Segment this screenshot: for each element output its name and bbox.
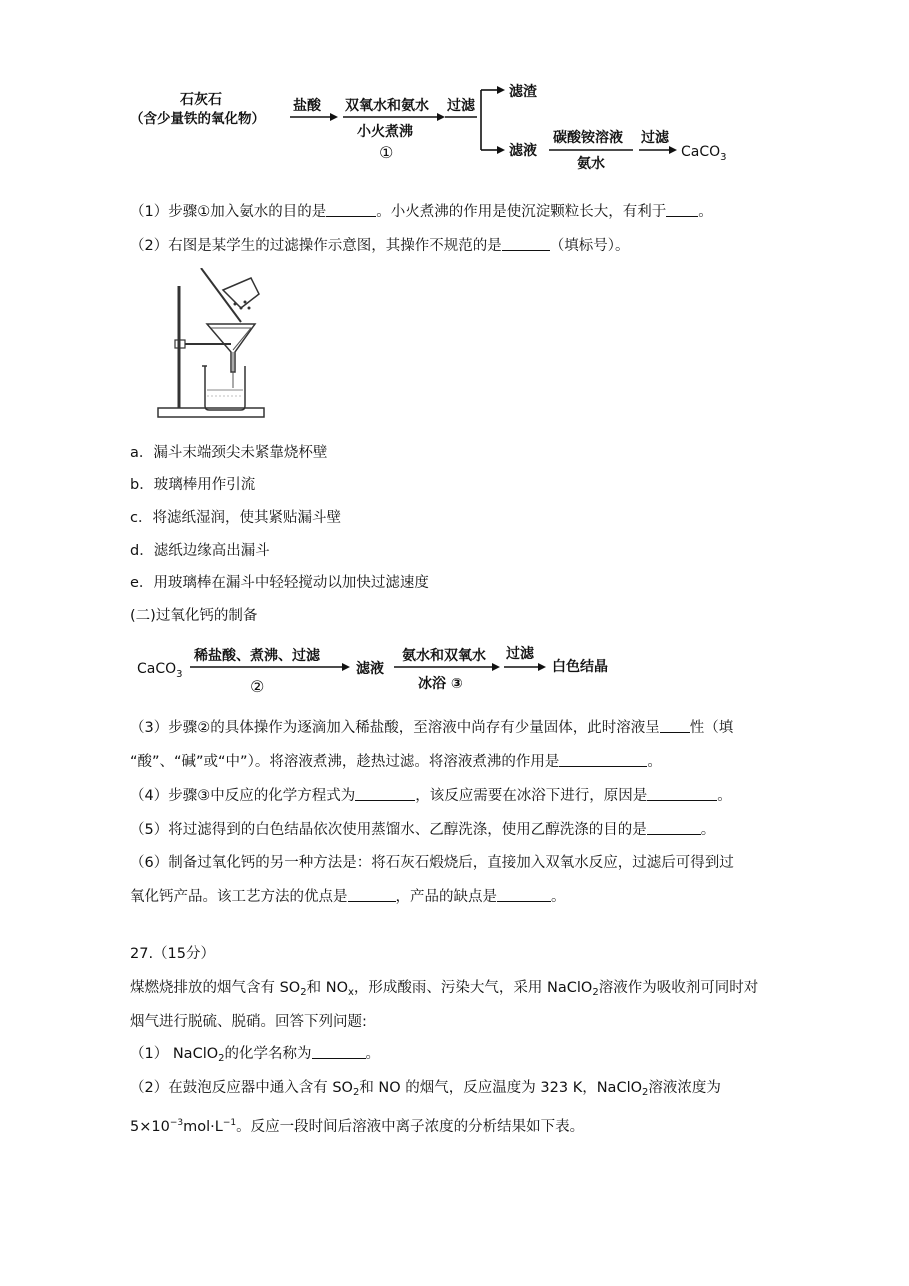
beaker <box>205 366 245 410</box>
flow1-start-line1: 石灰石 <box>180 92 222 108</box>
flow1-out-bottom: 滤液 <box>509 143 537 159</box>
flow1-step-b-num: ① <box>379 143 394 162</box>
flow1-out-top: 滤渣 <box>509 84 537 100</box>
section-2-title: (二)过氧化钙的制备 <box>130 608 258 624</box>
q4-blank-1[interactable] <box>355 786 415 801</box>
flow2-step-c: 过滤 <box>506 646 534 662</box>
question-6-line1: （6）制备过氧化钙的另一种方法是：将石灰石煅烧后，直接加入双氧水反应，过滤后可得到过 <box>130 855 734 871</box>
flow2-start: CaCO$_3$ <box>137 661 183 680</box>
question-27-sub1: （1） NaClO$_2$的化学名称为 。 <box>130 1046 381 1064</box>
question-27-header: 27.（15分） <box>130 946 216 962</box>
question-6-line2: 氧化钙产品。该工艺方法的优点是 ，产品的缺点是 。 <box>130 889 566 905</box>
q1-blank-1[interactable] <box>326 202 376 217</box>
q3-blank-1[interactable] <box>660 718 690 733</box>
q6-blank-1[interactable] <box>348 887 396 902</box>
flow2-step-a-num: ② <box>250 677 265 696</box>
flow2-step-a-top: 稀盐酸、煮沸、过滤 <box>194 648 320 664</box>
flow1-step-a: 盐酸 <box>293 98 321 114</box>
flow1-step-b-bottom: 小火煮沸 <box>357 124 413 140</box>
filtration-apparatus-figure <box>155 268 275 424</box>
flow1-arrowhead-2 <box>437 113 445 121</box>
q1-blank-2[interactable] <box>666 202 698 217</box>
q2-blank[interactable] <box>502 236 550 251</box>
flow1-step-d-bottom: 氨水 <box>577 156 605 172</box>
question-5: （5）将过滤得到的白色结晶依次使用蒸馏水、乙醇洗涤，使用乙醇洗涤的目的是 。 <box>130 822 716 838</box>
question-4: （4）步骤③中反应的化学方程式为 ，该反应需要在冰浴下进行，原因是 。 <box>130 788 732 804</box>
flow1-step-c: 过滤 <box>447 98 475 114</box>
question-27-intro: 煤燃烧排放的烟气含有 $SO_2$和 $NO_x$，形成酸雨、污染大气，采用 NaClO$_2$溶液作为吸收剂可同时对 <box>130 980 759 998</box>
glass-rod <box>201 268 241 322</box>
question-2: （2）右图是某学生的过滤操作示意图，其操作不规范的是 （填标号）。 <box>130 238 630 254</box>
flow-diagram-limestone <box>125 78 745 174</box>
q4-blank-2[interactable] <box>647 786 717 801</box>
option-c: c．将滤纸湿润，使其紧贴漏斗壁 <box>130 510 341 526</box>
q5-blank[interactable] <box>647 820 701 835</box>
option-b: b．玻璃棒用作引流 <box>130 477 256 493</box>
flow-diagram-peroxide <box>132 640 632 700</box>
question-27-sub2-line1: （2）在鼓泡反应器中通入含有 $SO_2$和 NO 的烟气，反应温度为 323 K，NaClO$_2$溶液浓度为 <box>130 1080 721 1098</box>
question-3-line2: “酸”、“碱”或“中”）。将溶液煮沸，趁热过滤。将溶液煮沸的作用是 。 <box>130 754 662 770</box>
flow1-step-b-top: 双氧水和氨水 <box>345 98 429 114</box>
flow1-step-d-top: 碳酸铵溶液 <box>553 130 623 146</box>
question-3-line1: （3）步骤②的具体操作为逐滴加入稀盐酸，至溶液中尚存有少量固体，此时溶液呈 性（填 <box>130 720 734 736</box>
flow2-step-b-bottom: 冰浴 ③ <box>418 676 463 692</box>
question-1: （1）步骤①加入氨水的目的是 。小火煮沸的作用是使沉淀颗粒长大，有利于 。 <box>130 204 713 220</box>
q27-sub1-blank[interactable] <box>312 1044 366 1059</box>
flow2-mid: 滤液 <box>356 661 384 677</box>
option-a: a．漏斗末端颈尖未紧靠烧杯壁 <box>130 445 328 461</box>
flow2-step-b-top: 氨水和双氧水 <box>402 648 486 664</box>
q3-blank-2[interactable] <box>559 752 647 767</box>
option-d: d．滤纸边缘高出漏斗 <box>130 543 270 559</box>
question-27-sub2-line2: $5\times 10^{-3}mol\cdot L^{-1}$。反应一段时间后溶液中离子浓度的分析结果如下表。 <box>130 1118 585 1135</box>
flow1-start-line2: （含少量铁的氧化物） <box>130 111 265 127</box>
question-27-intro2: 烟气进行脱硫、脱硝。回答下列问题: <box>130 1014 367 1030</box>
option-e: e．用玻璃棒在漏斗中轻轻搅动以加快过滤速度 <box>130 575 429 591</box>
flow2-product: 白色结晶 <box>552 659 608 675</box>
flow1-arrowhead-1 <box>330 113 338 121</box>
flow1-product: CaCO$_3$ <box>681 144 727 163</box>
flow1-step-e: 过滤 <box>641 130 669 146</box>
q6-blank-2[interactable] <box>497 887 551 902</box>
